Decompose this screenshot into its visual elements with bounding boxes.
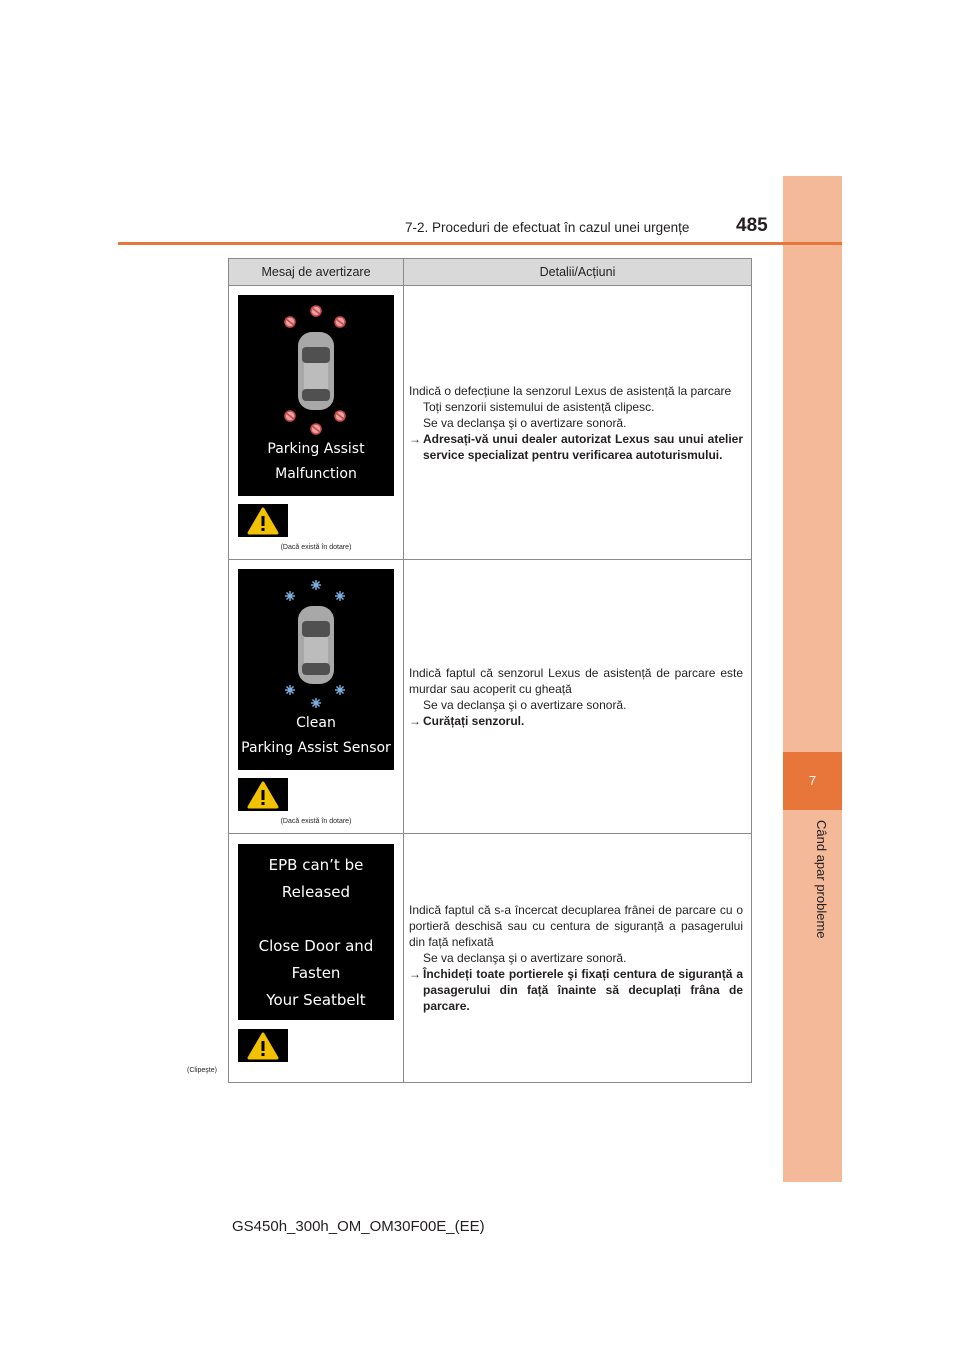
description-text: Indică faptul că s-a încercat decuplarea frânei de parcare cu o portieră deschisă sau cu centura de siguranță a pasagerului din față nefixată bbox=[409, 903, 743, 949]
screen-line: Fasten bbox=[291, 964, 341, 982]
warning-indicator bbox=[238, 778, 288, 811]
details-cell bbox=[404, 560, 751, 833]
equipment-note: (Dacă există în dotare) bbox=[280, 544, 352, 551]
chapter-number: 7 bbox=[783, 752, 842, 810]
description bbox=[409, 902, 743, 1014]
action-item bbox=[409, 713, 743, 729]
arrow-icon: → bbox=[409, 967, 421, 981]
table-row bbox=[187, 834, 751, 1082]
warning-triangle-icon bbox=[238, 504, 288, 537]
table-row bbox=[229, 286, 751, 560]
parking-sensor-dirty-icon bbox=[238, 569, 394, 719]
action-item bbox=[409, 431, 743, 463]
details-cell bbox=[404, 834, 751, 1082]
warning-message-cell bbox=[187, 834, 404, 1082]
display-screen bbox=[238, 569, 394, 770]
warning-message-cell bbox=[229, 560, 404, 833]
warning-triangle-icon bbox=[238, 778, 288, 811]
description-text: Indică o defecțiune la senzorul Lexus de asistență la parcare bbox=[409, 383, 732, 398]
parking-sensor-malfunction-icon bbox=[238, 295, 394, 445]
description bbox=[409, 383, 743, 463]
action-text: Curățați senzorul. bbox=[423, 713, 525, 728]
header-rule bbox=[118, 242, 842, 245]
screen-line: Your Seatbelt bbox=[266, 991, 366, 1009]
screen-line: Malfunction bbox=[275, 466, 357, 482]
arrow-icon: → bbox=[409, 431, 421, 446]
action-item bbox=[409, 966, 743, 1014]
display-screen bbox=[238, 295, 394, 496]
blink-note: (Clipeşte) bbox=[187, 1067, 217, 1074]
section-title: 7-2. Proceduri de efectuat în cazul unei urgențe bbox=[405, 220, 690, 235]
chapter-title: Când apar probleme bbox=[814, 820, 829, 939]
description-bullet: Toți senzorii sistemului de asistență clipesc. bbox=[423, 399, 655, 414]
screen-line: Clean bbox=[296, 715, 336, 731]
screen-line: Released bbox=[281, 883, 351, 901]
warning-message-cell bbox=[229, 286, 404, 559]
action-text: Închideți toate portierele şi fixați centura de siguranță a pasagerului din față înainte să decuplați frâna de parcare. bbox=[423, 967, 743, 1013]
page-number: 485 bbox=[736, 215, 768, 236]
table-header bbox=[229, 259, 751, 286]
description-bullet: Se va declanşa şi o avertizare sonoră. bbox=[423, 415, 627, 430]
action-text: Adresați-vă unui dealer autorizat Lexus sau unui atelier service specializat pentru verificarea autoturismului. bbox=[423, 431, 743, 462]
equipment-note: (Dacă există în dotare) bbox=[280, 818, 352, 825]
description-text: Indică faptul că senzorul Lexus de asistență de parcare este murdar sau acoperit cu gheață bbox=[409, 665, 743, 696]
chapter-side-tab bbox=[783, 176, 842, 1182]
screen-line: Parking Assist Sensor bbox=[241, 740, 391, 756]
description-bullet: Se va declanşa şi o avertizare sonoră. bbox=[423, 951, 627, 965]
screen-line: EPB can’t be bbox=[268, 856, 364, 874]
description bbox=[409, 665, 743, 729]
warning-table bbox=[187, 258, 752, 1083]
details-cell bbox=[404, 286, 751, 559]
table-row bbox=[229, 560, 751, 834]
screen-line: Parking Assist bbox=[267, 441, 365, 457]
col-header-details: Detalii/Acțiuni bbox=[539, 265, 616, 279]
arrow-icon: → bbox=[409, 713, 421, 728]
display-screen bbox=[238, 844, 394, 1020]
model-code-footer: GS450h_300h_OM_OM30F00E_(EE) bbox=[232, 1218, 485, 1235]
screen-line: Close Door and bbox=[258, 937, 374, 955]
warning-indicator bbox=[238, 504, 288, 537]
warning-indicator bbox=[238, 1029, 288, 1062]
col-header-message: Mesaj de avertizare bbox=[229, 259, 404, 285]
description-bullet: Se va declanşa şi o avertizare sonoră. bbox=[423, 697, 627, 712]
warning-triangle-icon bbox=[238, 1029, 288, 1062]
